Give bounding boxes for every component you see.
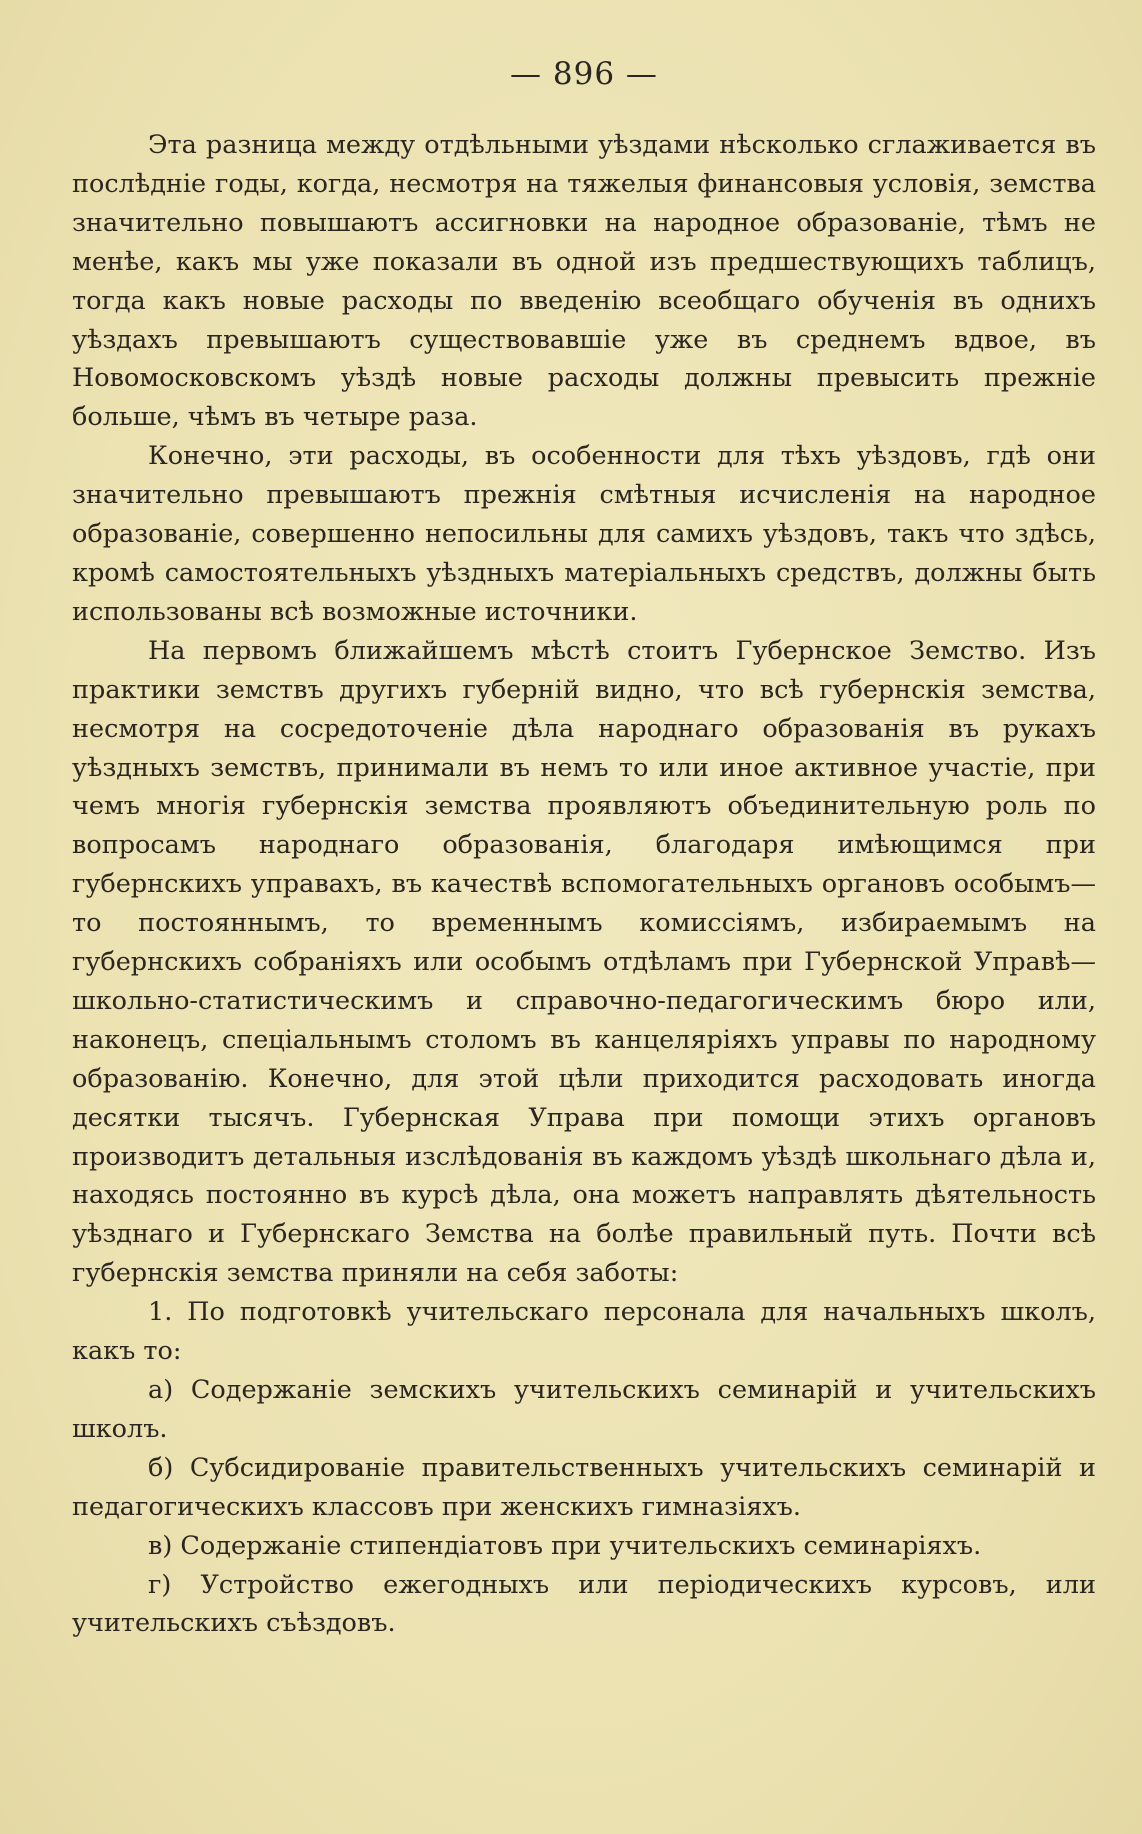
paragraph: Конечно, эти расходы, въ особенности для тѣхъ уѣздовъ, гдѣ они значительно превышаютъ прежнія смѣтныя исчисленія на народное образованіе, совершенно непосильны для самихъ уѣздовъ, такъ что здѣсь, кромѣ самостоятельныхъ уѣздныхъ матеріальныхъ средствъ, должны быть использованы всѣ возможные источники.: [72, 441, 1096, 627]
list-item: г) Устройство ежегодныхъ или періодическихъ курсовъ, или учительскихъ съѣздовъ.: [72, 1569, 1096, 1639]
list-heading: 1. По подготовкѣ учительскаго персонала для начальныхъ школъ, какъ то:: [72, 1297, 1096, 1367]
list-item: б) Субсидированіе правительственныхъ учительскихъ семинарій и педагогическихъ классовъ при женскихъ гимназіяхъ.: [72, 1452, 1096, 1522]
paragraph: Эта разница между отдѣльными уѣздами нѣсколько сглаживается въ послѣдніе годы, когда, несмотря на тяжелыя финансовыя условія, земства значительно повышаютъ ассигновки на народное образованіе, тѣмъ не менѣе, какъ мы уже показали въ одной изъ предшествующихъ таблицъ, тогда какъ новые расходы по введенію всеобщаго обученія въ однихъ уѣздахъ превышаютъ существовавшіе уже въ среднемъ вдвое, въ Новомосковскомъ уѣздѣ новые расходы должны превысить прежніе больше, чѣмъ въ четыре раза.: [72, 130, 1096, 433]
paragraph: На первомъ ближайшемъ мѣстѣ стоитъ Губернское Земство. Изъ практики земствъ другихъ губерній видно, что всѣ губернскія земства, несмотря на сосредоточеніе дѣла народнаго образованія въ рукахъ уѣздныхъ земствъ, принимали въ немъ то или иное активное участіе, при чемъ многія губернскія земства проявляютъ объединительную роль по вопросамъ народнаго образованія, благодаря имѣющимся при губернскихъ управахъ, въ качествѣ вспомогательныхъ органовъ особымъ—то постояннымъ, то временнымъ комиссіямъ, избираемымъ на губернскихъ собраніяхъ или особымъ отдѣламъ при Губернской Управѣ—школьно-статистическимъ и справочно-педагогическимъ бюро или, наконецъ, спеціальнымъ столомъ въ канцеляріяхъ управы по народному образованію. Конечно, для этой цѣли приходится расходовать иногда десятки тысячъ. Губернская Управа при помощи этихъ органовъ производитъ детальныя изслѣдованія въ каждомъ уѣздѣ школьнаго дѣла и, находясь постоянно въ курсѣ дѣла, она можетъ направлять дѣятельность уѣзднаго и Губернскаго Земства на болѣе правильный путь. Почти всѣ губернскія земства приняли на себя заботы:: [72, 635, 1096, 1289]
page-number: — 896 —: [510, 56, 658, 92]
list-item: а) Содержаніе земскихъ учительскихъ семинарій и учительскихъ школъ.: [72, 1375, 1096, 1444]
list-item: в) Содержаніе стипендіатовъ при учительскихъ семинаріяхъ.: [148, 1530, 982, 1561]
text-body: [72, 126, 1096, 1643]
